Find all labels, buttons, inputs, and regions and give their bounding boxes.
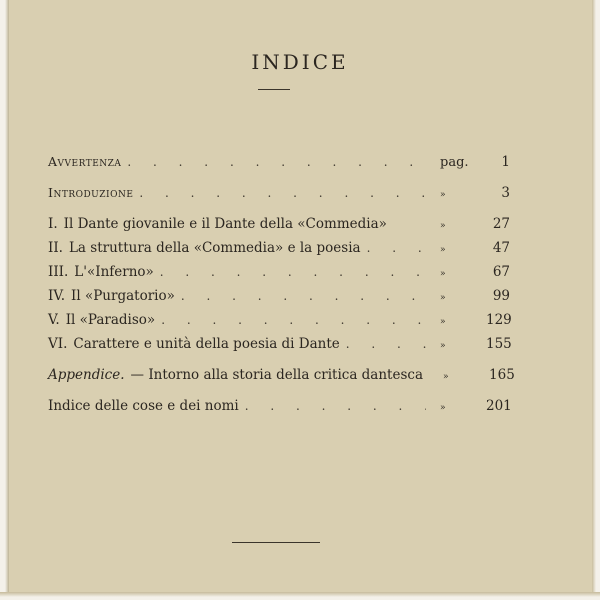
page-number: 27: [492, 216, 510, 232]
dot-leader: [161, 313, 426, 327]
dot-leader: [127, 155, 434, 169]
toc-entry-text: Il «Paradiso»: [65, 312, 156, 328]
bottom-rule: [232, 542, 320, 543]
dot-leader: [367, 241, 426, 255]
page-edge-right: [592, 0, 600, 600]
toc-entry-appendix: [48, 367, 515, 387]
toc-entry-label: [48, 312, 155, 328]
dot-leader: [160, 265, 426, 279]
chapter-number: V.: [48, 312, 60, 328]
toc-entry-chapter-1: [48, 216, 510, 236]
toc-entry-index: [48, 398, 510, 418]
toc-entry-text: — Intorno alla storia della critica dantesca: [130, 367, 424, 383]
chapter-number: III.: [48, 264, 69, 280]
ditto-mark: »: [440, 317, 446, 327]
ditto-mark: »: [440, 221, 446, 231]
toc-entry-chapter-6: [48, 336, 510, 356]
toc-entry-text: La struttura della «Commedia» e la poesia: [68, 240, 361, 256]
chapter-number: IV.: [48, 288, 66, 304]
ditto-mark: »: [440, 403, 446, 413]
toc-entry-label: [48, 216, 387, 232]
page-number: 3: [501, 185, 510, 201]
dot-leader: [346, 337, 426, 351]
toc-entry-text: Il Dante giovanile e il Dante della «Commedia»: [63, 216, 387, 232]
toc-entry-text: Il «Purgatorio»: [71, 288, 175, 304]
page-number: 129: [486, 312, 512, 328]
dot-leader: [139, 186, 426, 200]
page-edge-bottom: [0, 592, 600, 600]
ditto-mark: »: [440, 269, 446, 279]
toc-entry-chapter-3: [48, 264, 510, 284]
dot-leader: [245, 399, 426, 413]
toc-entry-chapter-4: [48, 288, 510, 308]
page-number: 67: [492, 264, 510, 280]
toc-entry-text: L'«Inferno»: [74, 264, 154, 280]
page-prefix: pag.: [440, 155, 469, 170]
ditto-mark: »: [440, 293, 446, 303]
toc-entry-chapter-5: [48, 312, 510, 332]
appendix-label: Appendice.: [48, 367, 125, 383]
toc-entry-label: [48, 240, 361, 256]
page-number: 99: [492, 288, 510, 304]
page-edge-left: [0, 0, 9, 600]
title-rule: [258, 89, 290, 90]
toc-entry-introduzione: [48, 185, 510, 205]
page-number: 1: [501, 154, 510, 170]
toc-entry-label: [48, 336, 340, 352]
ditto-mark: »: [440, 245, 446, 255]
toc-entry-label: [48, 288, 175, 304]
ditto-mark: »: [440, 190, 446, 200]
toc-entry-text: Indice delle cose e dei nomi: [48, 398, 239, 414]
ditto-mark: »: [443, 372, 449, 382]
dot-leader: [181, 289, 426, 303]
page-number: 47: [492, 240, 510, 256]
toc-entry-text: Introduzione: [48, 185, 134, 200]
chapter-number: I.: [48, 216, 58, 232]
toc-entry-label: [48, 367, 423, 383]
toc-entry-label: [48, 264, 154, 280]
page-title: INDICE: [251, 50, 349, 74]
toc-entry-avvertenza: [48, 154, 510, 174]
toc-entry-chapter-2: [48, 240, 510, 260]
toc-entry-text: Carattere e unità della poesia di Dante: [73, 336, 340, 352]
page-number: 201: [486, 398, 512, 414]
page-number: 155: [486, 336, 512, 352]
ditto-mark: »: [440, 341, 446, 351]
toc-entry-text: Avvertenza: [48, 154, 122, 169]
page-number: 165: [489, 367, 515, 383]
chapter-number: II.: [48, 240, 63, 256]
chapter-number: VI.: [48, 336, 68, 352]
